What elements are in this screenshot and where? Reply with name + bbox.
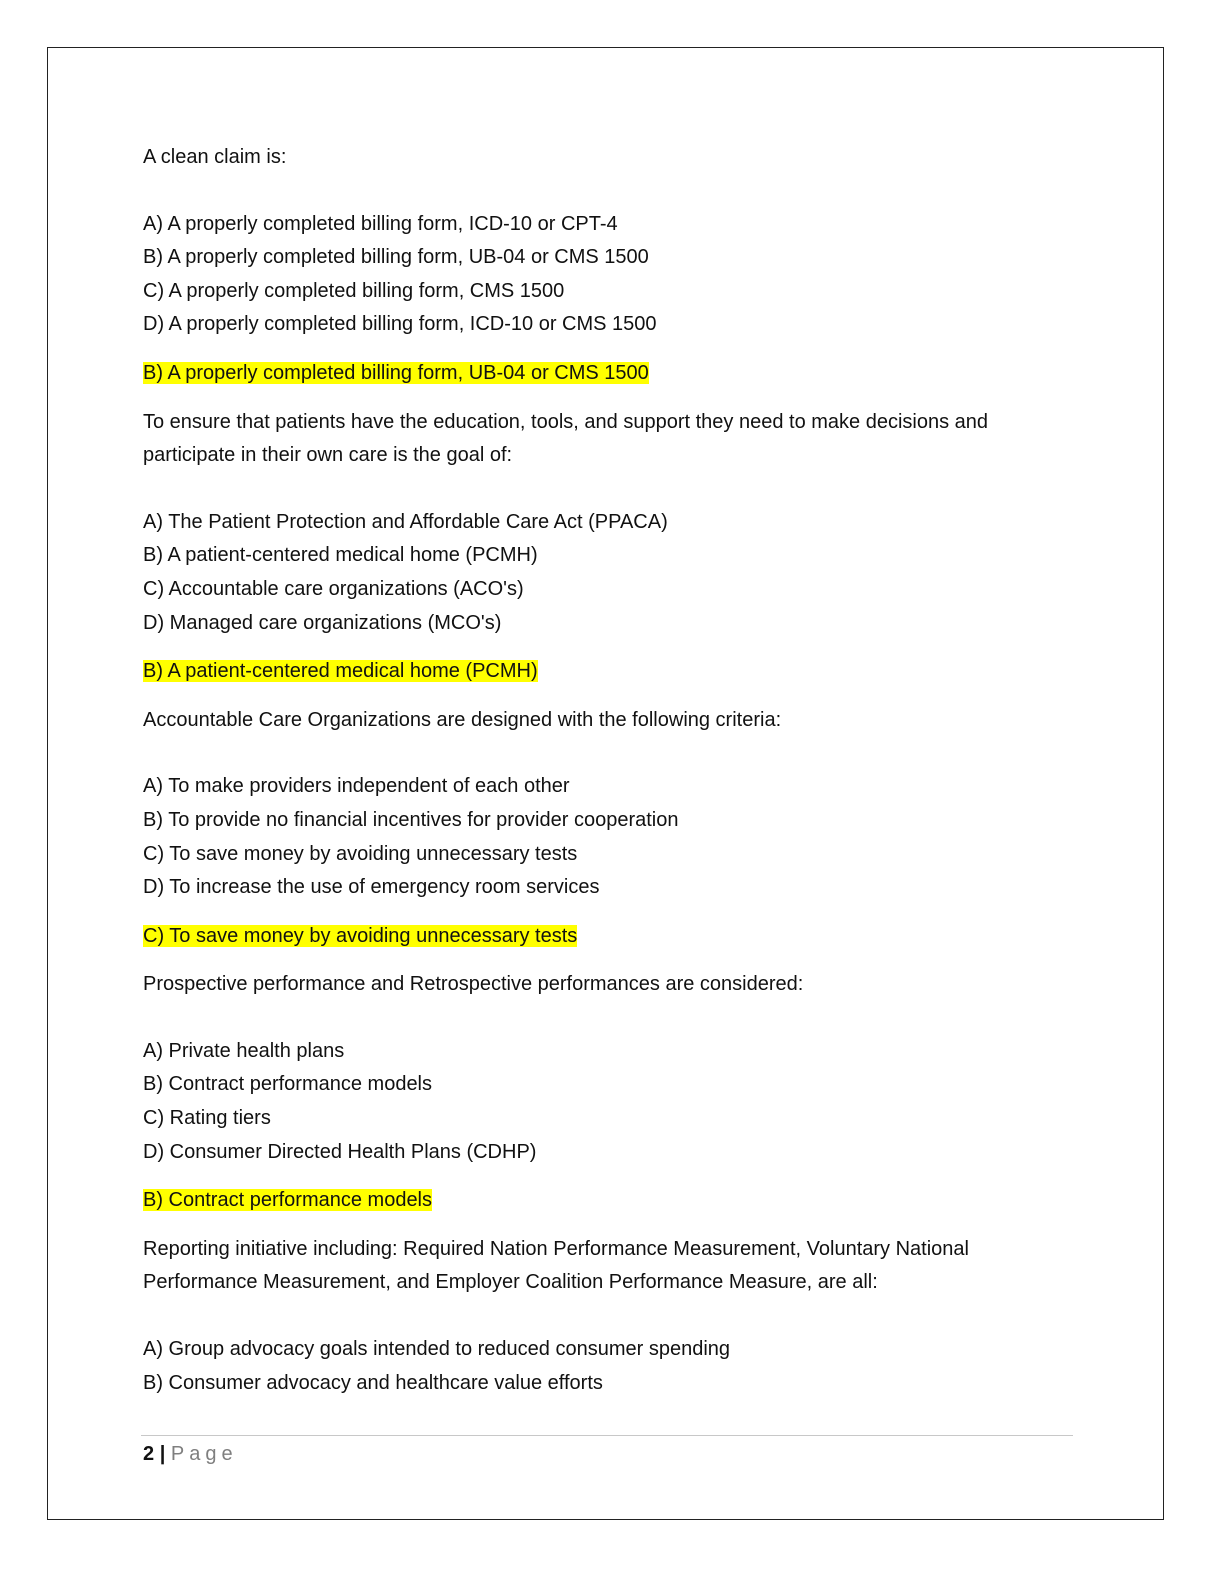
question-block [143, 968, 1083, 1218]
answer-options [143, 1333, 1083, 1400]
answer-option: B) A patient-centered medical home (PCMH) [143, 544, 538, 567]
answer-option: C) To save money by avoiding unnecessary tests [143, 842, 578, 865]
answer-option: B) To provide no financial incentives for provider cooperation [143, 808, 679, 831]
footer-divider [141, 1435, 1073, 1436]
question-stem: To ensure that patients have the education, tools, and support they need to make decisions and participate in their own care is the goal of: [143, 410, 989, 467]
answer-line [143, 357, 1083, 391]
page-label: Page [170, 1443, 238, 1465]
answer-option: D) To increase the use of emergency room services [143, 876, 600, 899]
question-stem: Prospective performance and Retrospective performances are considered: [143, 973, 804, 996]
document-body [143, 141, 1083, 1400]
answer-option: C) A properly completed billing form, CMS 1500 [143, 279, 565, 302]
footer-separator: | [159, 1443, 166, 1465]
highlighted-answer: B) A properly completed billing form, UB-04 or CMS 1500 [143, 361, 649, 384]
answer-option: C) Rating tiers [143, 1107, 271, 1130]
question-stem: A clean claim is: [143, 146, 287, 168]
question-block [143, 1233, 1083, 1400]
answer-option: D) Managed care organizations (MCO's) [143, 611, 502, 634]
answer-option: B) Consumer advocacy and healthcare value efforts [143, 1371, 603, 1394]
question-block [143, 141, 1083, 391]
question-stem: Reporting initiative including: Required Nation Performance Measurement, Voluntary National Performance Measurement, and Employer Coalition Performance Measure, are all: [143, 1237, 969, 1294]
highlighted-answer: B) A patient-centered medical home (PCMH) [143, 660, 538, 683]
answer-options [143, 770, 1083, 904]
question-stem: Accountable Care Organizations are designed with the following criteria: [143, 708, 782, 731]
question-block [143, 704, 1083, 954]
answer-line [143, 920, 1083, 954]
page-footer [143, 1439, 238, 1469]
answer-option: D) A properly completed billing form, ICD-10 or CMS 1500 [143, 313, 657, 336]
answer-line [143, 655, 1083, 689]
answer-option: C) Accountable care organizations (ACO's) [143, 577, 524, 600]
answer-option: A) Private health plans [143, 1039, 345, 1062]
answer-option: D) Consumer Directed Health Plans (CDHP) [143, 1140, 537, 1163]
answer-options [143, 208, 1083, 342]
answer-line [143, 1184, 1083, 1218]
answer-option: B) Contract performance models [143, 1073, 433, 1096]
page-number: 2 [143, 1443, 155, 1465]
answer-option: A) To make providers independent of each other [143, 775, 570, 798]
answer-options [143, 506, 1083, 640]
answer-option: A) Group advocacy goals intended to reduced consumer spending [143, 1338, 731, 1361]
highlighted-answer: C) To save money by avoiding unnecessary tests [143, 924, 578, 947]
answer-option: A) The Patient Protection and Affordable Care Act (PPACA) [143, 510, 668, 533]
answer-option: A) A properly completed billing form, ICD-10 or CPT-4 [143, 212, 618, 235]
highlighted-answer: B) Contract performance models [143, 1189, 433, 1212]
question-block [143, 406, 1083, 689]
answer-options [143, 1035, 1083, 1169]
answer-option: B) A properly completed billing form, UB-04 or CMS 1500 [143, 246, 649, 269]
